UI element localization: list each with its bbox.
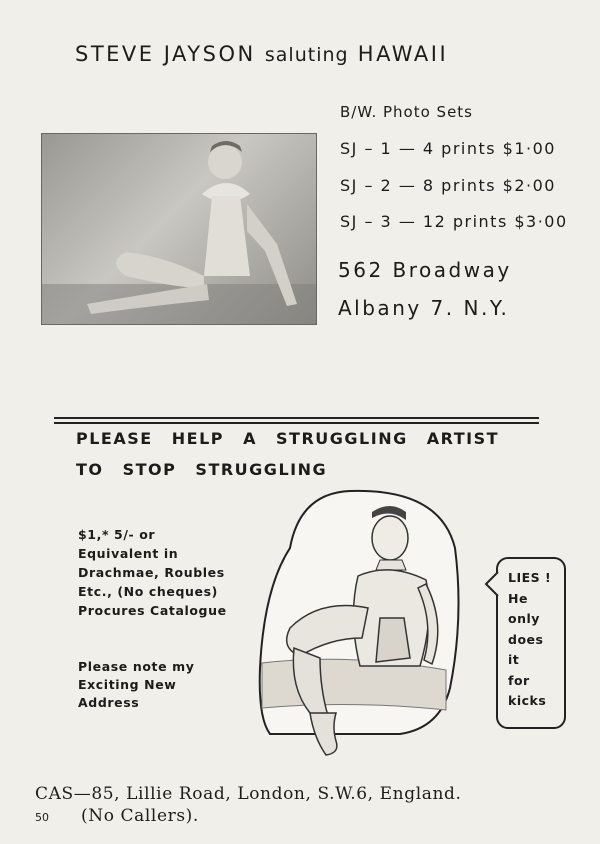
price-line: $1,* 5/- or [78,527,156,542]
page-number: 50 [35,811,49,824]
address-line-1: 562 Broadway [338,258,512,282]
title-place: HAWAII [357,42,449,66]
footer-line-1: CAS—85, Lillie Road, London, S.W.6, England. [35,784,462,804]
note-line: Please note my [78,659,195,674]
bubble-pointer-icon [484,572,500,596]
address-line-2: Albany 7. N.Y. [338,296,510,320]
bubble-line: He [508,590,528,606]
photo-figure [42,134,316,324]
bubble-line: does [508,631,544,647]
bubble-line: LIES ! [508,570,552,585]
set-row-sj1: SJ – 1 — 4 prints $1·00 [340,139,556,158]
ad-title [75,42,448,66]
illustration-image [250,488,465,773]
photo-sets-heading: B/W. Photo Sets [340,103,473,121]
price-text [78,525,227,620]
headline-line-2: TO STOP STRUGGLING [76,460,328,479]
title-subtitle: saluting [264,44,349,66]
divider-bottom [54,422,539,424]
title-name: STEVE JAYSON [75,42,256,66]
bubble-line: it [508,652,520,667]
divider-top [54,417,539,419]
bubble-line: kicks [508,693,547,708]
bubble-line: for [508,672,530,688]
footer-line-2: (No Callers). [81,806,199,826]
note-line: Address [78,695,140,710]
price-line: Procures Catalogue [78,603,227,618]
set-row-sj3: SJ – 3 — 12 prints $3·00 [340,212,568,231]
photo-image [41,133,317,325]
note-line: Exciting New [78,677,177,692]
bubble-text [508,568,551,712]
price-line: Equivalent in [78,546,179,561]
price-line: Drachmae, Roubles [78,565,225,580]
footer-address [35,783,462,827]
headline-line-1: PLEASE HELP A STRUGGLING ARTIST [76,429,500,448]
bubble-line: only [508,611,540,626]
set-row-sj2: SJ – 2 — 8 prints $2·00 [340,176,556,195]
price-line: Etc., (No cheques) [78,584,218,599]
address-note [78,658,195,712]
